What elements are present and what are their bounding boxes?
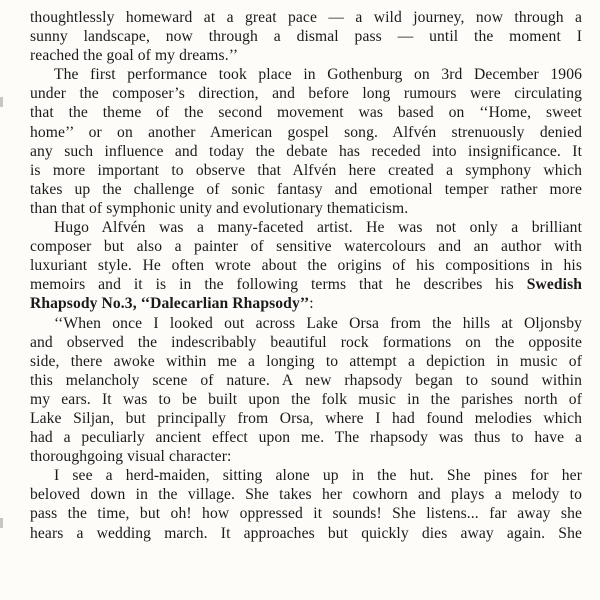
text-line: Lake Siljan, but principally from Orsa, where I had found melodies which	[30, 409, 582, 427]
page-edge-mark	[0, 518, 3, 528]
text-line: reached the goal of my dreams.’’	[30, 47, 239, 65]
text-line: my ears. It was to be built upon the folk music in the parishes north of	[30, 390, 582, 408]
text-line: hears a wedding march. It approaches but quickly dies away again. She	[30, 524, 582, 542]
work-title: Swedish	[526, 276, 583, 294]
text-line: takes up the challenge of sonic fantasy and emotional temper rather more	[30, 180, 582, 198]
text-line: ‘‘When once I looked out across Lake Orsa from the hills at Oljonsby	[54, 314, 582, 332]
text-line: sunny landscape, now through a dismal pass — until the moment I	[30, 28, 582, 46]
text-line: home’’ or on another American gospel song. Alfvén strenuously denied	[30, 123, 582, 141]
text-line: pass the time, but oh! how oppressed it sounds! She listens... far away she	[30, 505, 582, 523]
text-line: and observed the indescribably beautiful rock formations on the opposite	[30, 333, 582, 351]
text-line	[30, 275, 582, 294]
text-line: thoughtlessly homeward at a great pace — a wild journey, now through a	[30, 9, 582, 26]
text-line: thoroughgoing visual character:	[30, 448, 232, 466]
text-line	[30, 294, 582, 313]
body-text	[30, 8, 582, 543]
text-line: side, there awoke within me a longing to attempt a depiction in music of	[30, 352, 582, 370]
text-segment: :	[309, 295, 314, 313]
text-segment: memoirs and it is in the following terms that he describes his	[30, 276, 514, 294]
text-line: is more important to observe that Alfvén here created a symphony which	[30, 161, 582, 179]
text-line: any such influence and today the debate has receded into insignificance. It	[30, 142, 582, 160]
text-line: Hugo Alfvén was a many-faceted artist. He was not only a brilliant	[54, 219, 582, 237]
text-line: than that of symphonic unity and evolutionary thematicism.	[30, 199, 409, 217]
text-line: luxuriant style. He often wrote about the origins of his compositions in his	[30, 257, 582, 275]
work-title: Rhapsody No.3, ‘‘Dalecarlian Rhapsody’’	[30, 295, 310, 313]
text-line: under the composer’s direction, and before long rumours were circulating	[30, 85, 582, 103]
text-line: had a peculiarly ancient effect upon me. The rhapsody was thus to have a	[30, 429, 582, 447]
text-line: that the theme of the second movement was based on ‘‘Home, sweet	[30, 104, 582, 122]
text-line: composer but also a painter of sensitive watercolours and an author with	[30, 238, 582, 256]
text-line: I see a herd-maiden, sitting alone up in the hut. She pines for her	[54, 467, 582, 485]
text-line: beloved down in the village. She takes her cowhorn and plays a melody to	[30, 486, 582, 504]
text-line: The first performance took place in Gothenburg on 3rd December 1906	[54, 66, 582, 84]
page-edge-mark	[0, 97, 3, 107]
text-line: this melancholy scene of nature. A new rhapsody began to sound within	[30, 371, 582, 389]
